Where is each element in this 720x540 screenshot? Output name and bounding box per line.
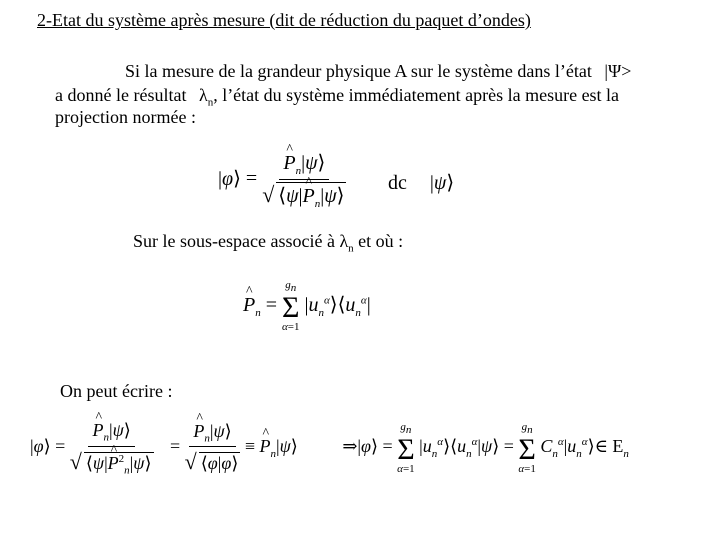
- psi-ket: |Ψ>: [604, 61, 632, 81]
- subspace-lambda-sub: n: [348, 242, 354, 255]
- on-peut-ecrire: On peut écrire :: [60, 381, 173, 401]
- equation-dc: dc |ψ⟩: [388, 172, 455, 194]
- dc-label: dc: [388, 172, 407, 194]
- equation-projection: |φ⟩ = ^ $\frac{P_n|\psi⟩}{√ ⟨\psi|\^{} P_n|\psi⟩}$: [218, 150, 346, 210]
- subspace-lambda: λ: [339, 231, 349, 251]
- lambda-subscript: n: [207, 96, 214, 109]
- equation-final: |φ⟩ = ^ $\frac{P_n|\psi⟩}{√ ⟨\psi|\^{} P^2_n|\psi⟩}$ = ^ $\frac{P_n|\psi⟩}{√ ⟨\varphi|\varphi⟩}$ ≡ ^ $P_n|\psi⟩$ ⇒|φ⟩ = $g_n$ Σ α=1 $|u_n^\alpha⟩⟨u_n^\alpha|\psi⟩$ = $g_n$ Σ α=1 $C_n^\alpha|u_n^\alpha⟩\in$ $E_n$: [30, 420, 629, 476]
- lambda-symbol: λ: [198, 85, 208, 105]
- subspace-text-b: et où :: [358, 231, 404, 251]
- subspace-sentence: [133, 230, 403, 260]
- paragraph-line-2-text-a: a donné le résultat: [55, 85, 187, 105]
- subspace-text-a: Sur le sous-espace associé à: [133, 231, 335, 251]
- equation-projector: ^ $P_n$ = $g_n$ Σ α=1 $|u_n^\alpha⟩⟨u_n^\alpha|$: [243, 280, 371, 333]
- paragraph-line-1-text: Si la mesure de la grandeur physique A sur le système dans l’état: [125, 61, 592, 81]
- section-title: 2-Etat du système après mesure (dit de réduction du paquet d’ondes): [37, 10, 531, 30]
- paragraph-line-3: projection normée :: [55, 107, 196, 127]
- paragraph-line-2-text-b: , l’état du système immédiatement après la mesure est la: [213, 85, 620, 105]
- paragraph-line-1: [125, 60, 631, 82]
